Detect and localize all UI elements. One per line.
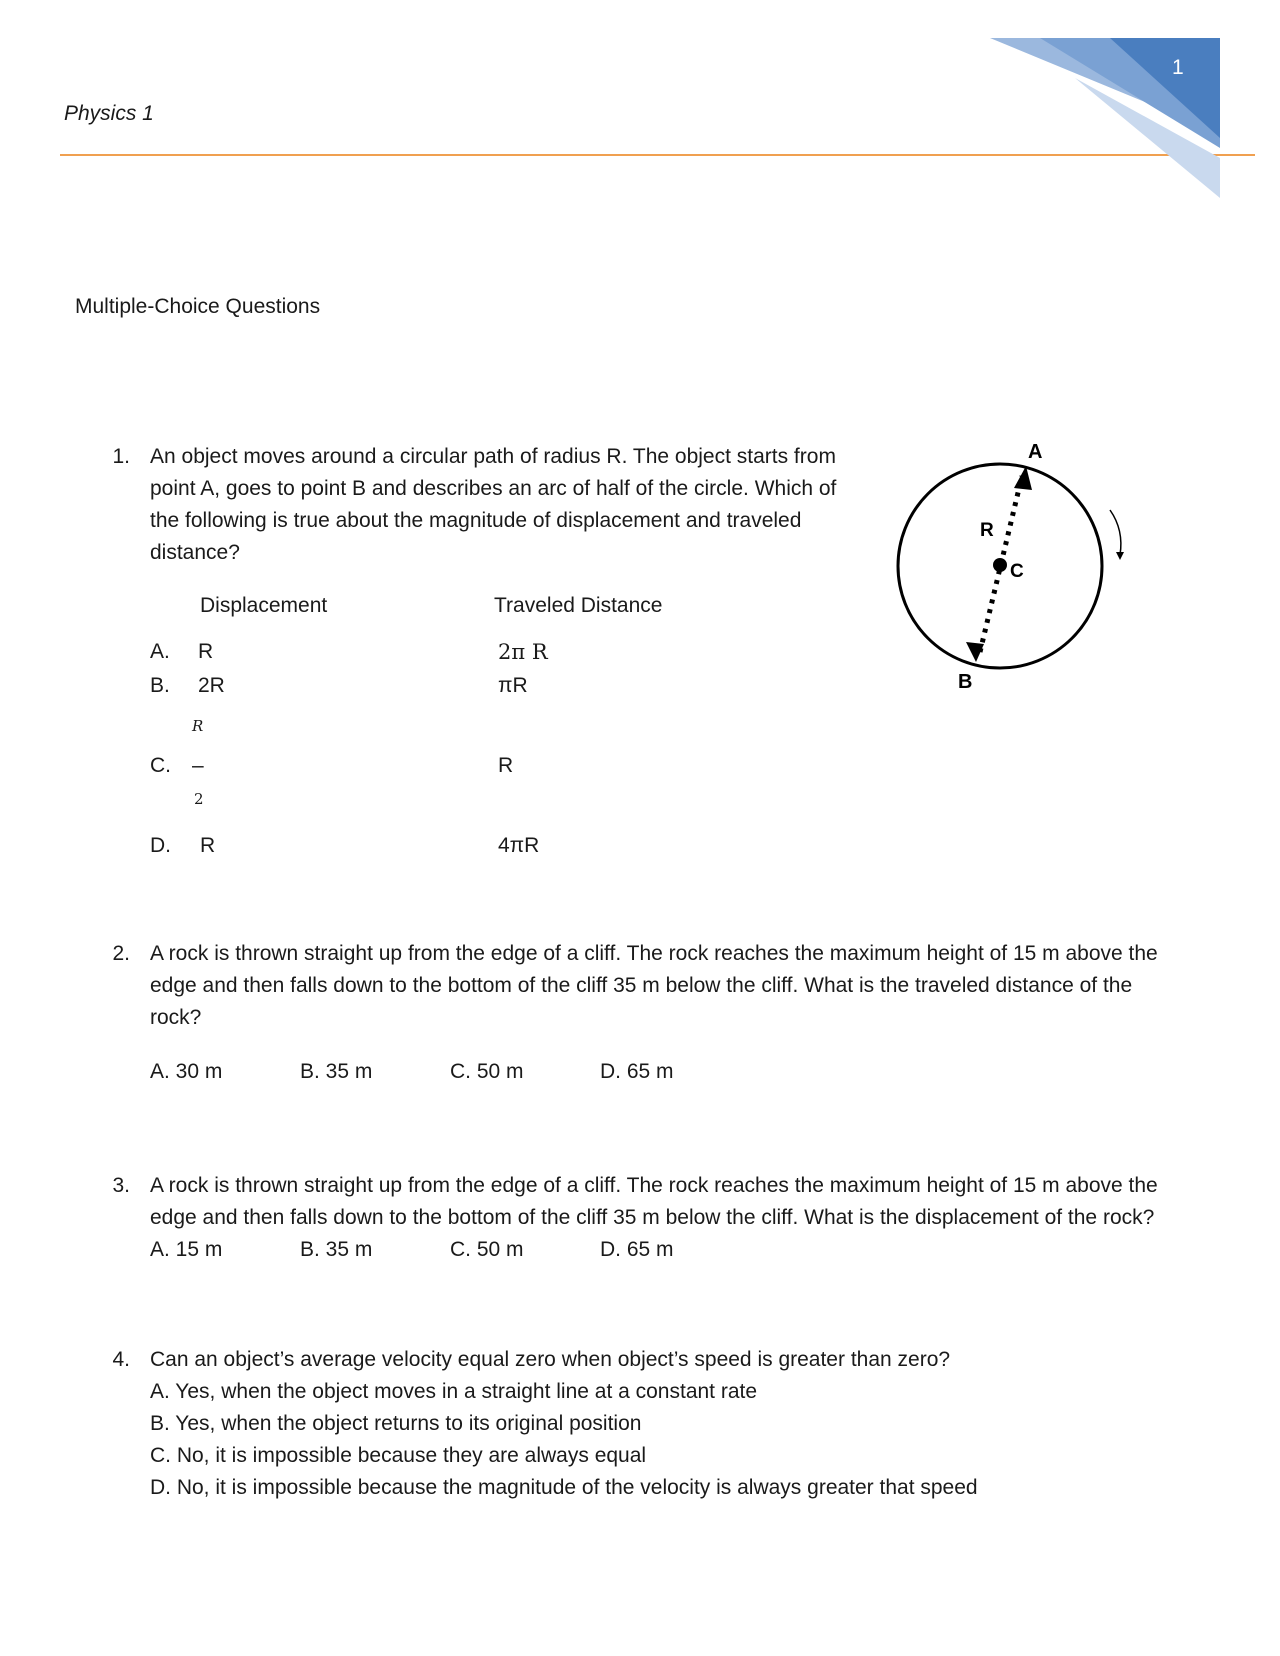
q3-line-1: A rock is thrown straight up from the edge of a cliff. The rock reaches the maximum height of 15 m above the: [150, 1174, 1158, 1197]
q1-line-2: point A, goes to point B and describes an arc of half of the circle. Which of: [150, 477, 837, 500]
rotation-arrow: [1110, 510, 1121, 555]
q3-number: 3.: [112, 1174, 130, 1197]
q2-line-3: rock?: [150, 1006, 202, 1029]
q3-option-a: A. 15 m: [150, 1238, 223, 1261]
q1-number: 1.: [112, 445, 130, 468]
label-b: B: [958, 671, 973, 693]
q1-line-3: the following is true about the magnitude of displacement and traveled: [150, 509, 802, 532]
q3-option-c: C. 50 m: [450, 1238, 524, 1261]
label-c: C: [1010, 561, 1024, 582]
q1-option-c-fraction-numerator: R: [192, 717, 204, 735]
q1-line-1: An object moves around a circular path of radius R. The object starts from: [150, 445, 836, 468]
q2-number: 2.: [112, 942, 130, 965]
q1-line-4: distance?: [150, 541, 240, 564]
q4-option-a: A. Yes, when the object moves in a straight line at a constant rate: [150, 1380, 758, 1403]
q1-option-b-distance: πR: [498, 674, 528, 697]
q1-option-d-distance: 4πR: [498, 834, 540, 857]
q2-line-1: A rock is thrown straight up from the edge of a cliff. The rock reaches the maximum height of 15 m above the: [150, 942, 1158, 965]
q1-option-b-letter: B.: [150, 674, 170, 697]
rotation-arrow-head: [1116, 552, 1124, 560]
q2-option-a: A. 30 m: [150, 1060, 223, 1083]
q4-number: 4.: [112, 1348, 130, 1371]
q1-option-a-distance: 2π R: [498, 640, 548, 664]
label-r: R: [980, 520, 994, 541]
q1-option-a-letter: A.: [150, 640, 170, 663]
q3-option-b: B. 35 m: [300, 1238, 373, 1261]
q4-question: Can an object’s average velocity equal zero when object’s speed is greater than zero?: [150, 1348, 951, 1371]
q2-option-c: C. 50 m: [450, 1060, 524, 1083]
q4-option-d: D. No, it is impossible because the magnitude of the velocity is always greater that speed: [150, 1476, 978, 1499]
q3-option-d: D. 65 m: [600, 1238, 674, 1261]
section-title: Multiple-Choice Questions: [75, 295, 321, 318]
q1-option-d-letter: D.: [150, 834, 171, 857]
circle-path-figure: [880, 430, 1150, 700]
q4-option-c: C. No, it is impossible because they are always equal: [150, 1444, 647, 1467]
q1-col-displacement: Displacement: [200, 594, 328, 617]
q4-option-b: B. Yes, when the object returns to its original position: [150, 1412, 642, 1435]
q1-option-c-distance: R: [498, 754, 514, 777]
corner-decoration: [990, 38, 1240, 208]
q1-option-c-fraction-bar: –: [192, 754, 204, 777]
q1-option-b-displacement: 2R: [198, 674, 225, 697]
q1-option-a-displacement: R: [198, 640, 214, 663]
q1-option-c-letter: C.: [150, 754, 171, 777]
q1-col-distance: Traveled Distance: [494, 594, 663, 617]
q2-option-d: D. 65 m: [600, 1060, 674, 1083]
q1-option-d-displacement: R: [200, 834, 216, 857]
header-title: Physics 1: [64, 102, 154, 125]
q2-line-2: edge and then falls down to the bottom of the cliff 35 m below the cliff. What is the traveled distance of the: [150, 974, 1133, 997]
page-number: 1: [1172, 56, 1184, 79]
q3-line-2: edge and then falls down to the bottom of the cliff 35 m below the cliff. What is the displacement of the rock?: [150, 1206, 1155, 1229]
center-point: [993, 558, 1007, 572]
label-a: A: [1028, 441, 1043, 463]
q2-option-b: B. 35 m: [300, 1060, 373, 1083]
q1-option-c-fraction-denominator: 2: [194, 790, 204, 808]
